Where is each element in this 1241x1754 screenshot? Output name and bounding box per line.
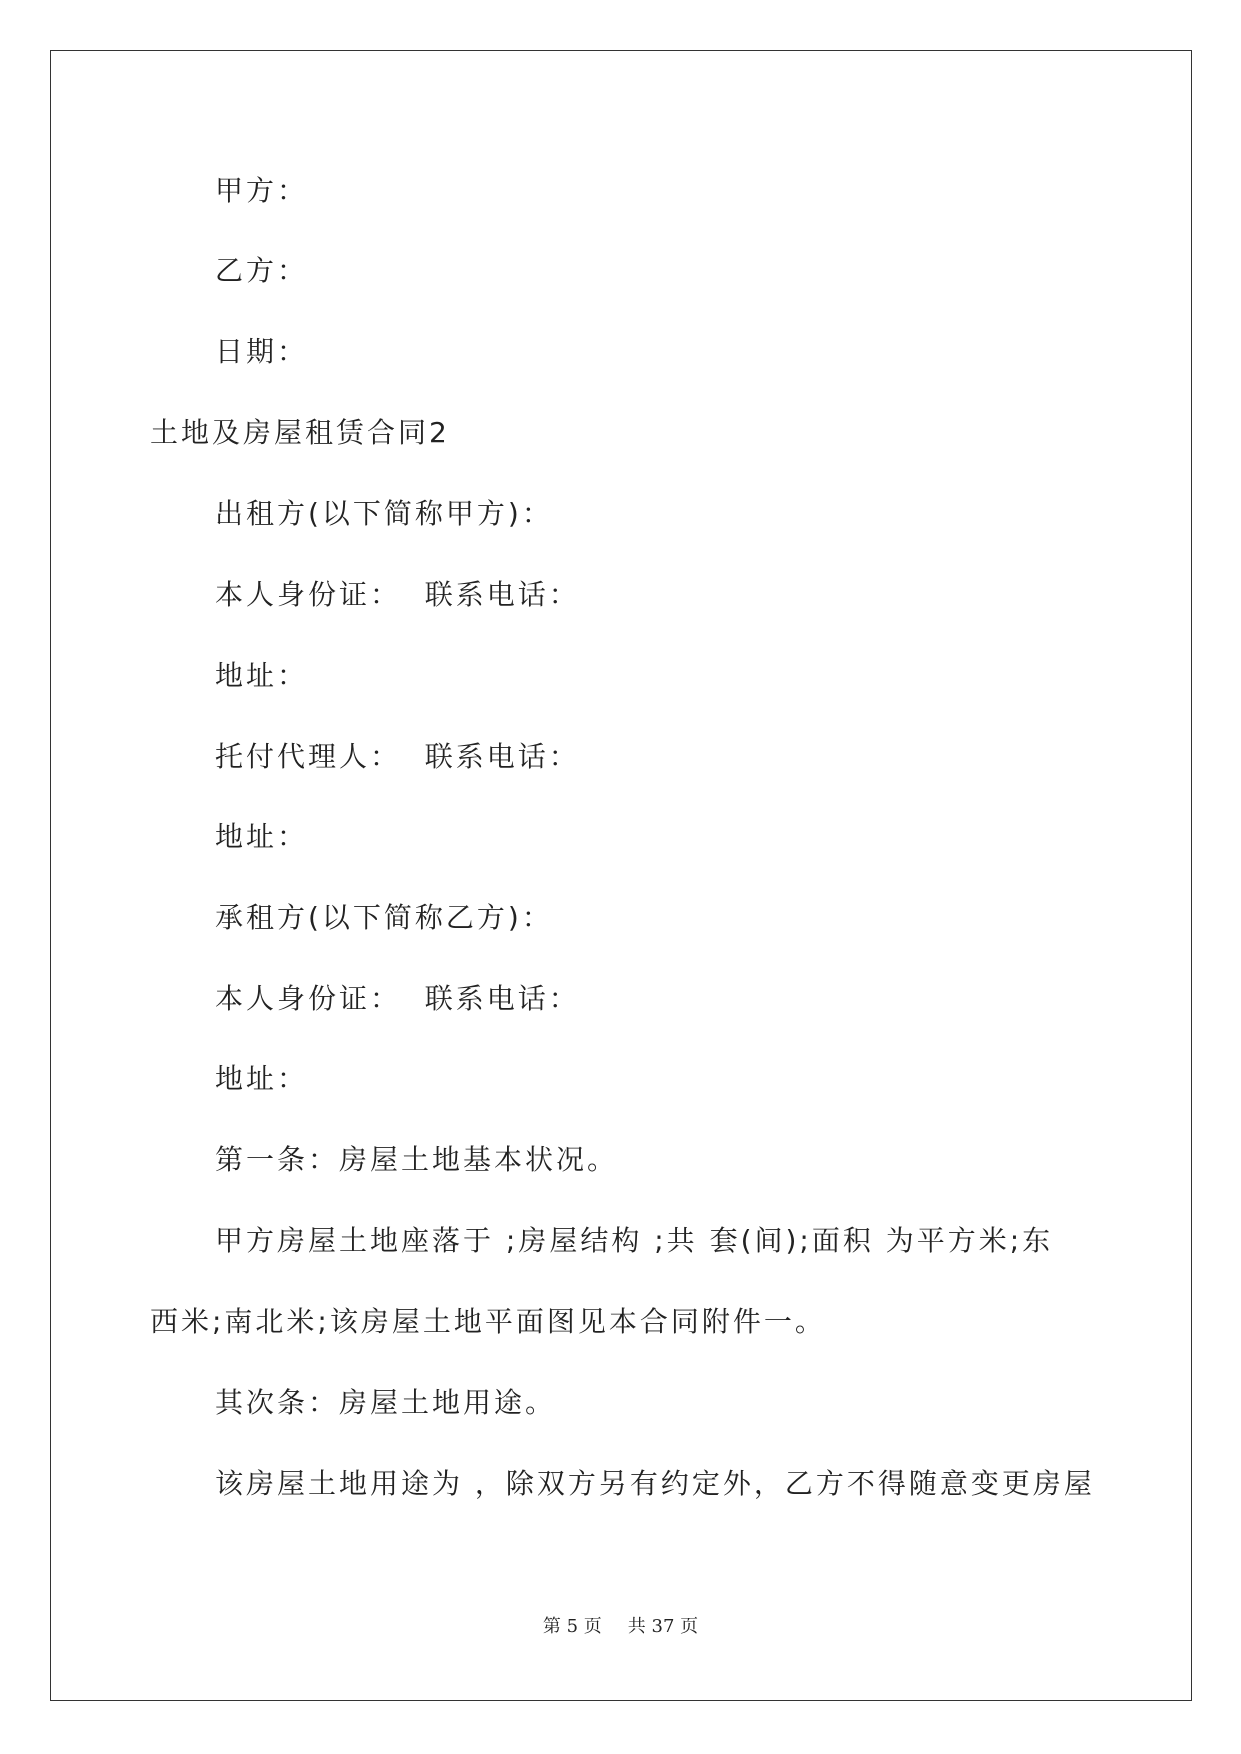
party-a-label: 甲方： xyxy=(215,174,309,207)
lessor-heading: 出租方(以下简称甲方)： xyxy=(215,497,553,530)
lessor-address: 地址： xyxy=(215,659,309,692)
agent-phone: 托付代理人： 联系电话： xyxy=(215,740,580,773)
contract-title: 土地及房屋租赁合同2 xyxy=(150,416,450,449)
article-1-text-line-2: 西米;南北米;该房屋土地平面图见本合同附件一。 xyxy=(150,1305,826,1338)
date-label: 日期： xyxy=(215,335,309,368)
page-total: 共 37 页 xyxy=(627,1616,699,1637)
article-1-text-line-1: 甲方房屋土地座落于 ;房屋结构 ;共 套(间);面积 为平方米;东 xyxy=(215,1224,1054,1257)
page-border xyxy=(50,50,1192,1701)
lessee-heading: 承租方(以下简称乙方)： xyxy=(215,901,553,934)
article-2-text-line-1: 该房屋土地用途为 ，除双方另有约定外，乙方不得随意变更房屋 xyxy=(215,1467,1095,1500)
article-2-heading: 其次条：房屋土地用途。 xyxy=(215,1386,557,1419)
lessee-id-phone: 本人身份证： 联系电话： xyxy=(215,982,580,1015)
lessor-id-phone: 本人身份证： 联系电话： xyxy=(215,578,580,611)
party-b-label: 乙方： xyxy=(215,254,309,287)
page-footer xyxy=(0,1612,1241,1638)
page-number: 第 5 页 xyxy=(542,1616,602,1637)
lessee-address: 地址： xyxy=(215,1062,309,1095)
article-1-heading: 第一条：房屋土地基本状况。 xyxy=(215,1143,619,1176)
agent-address: 地址： xyxy=(215,820,309,853)
